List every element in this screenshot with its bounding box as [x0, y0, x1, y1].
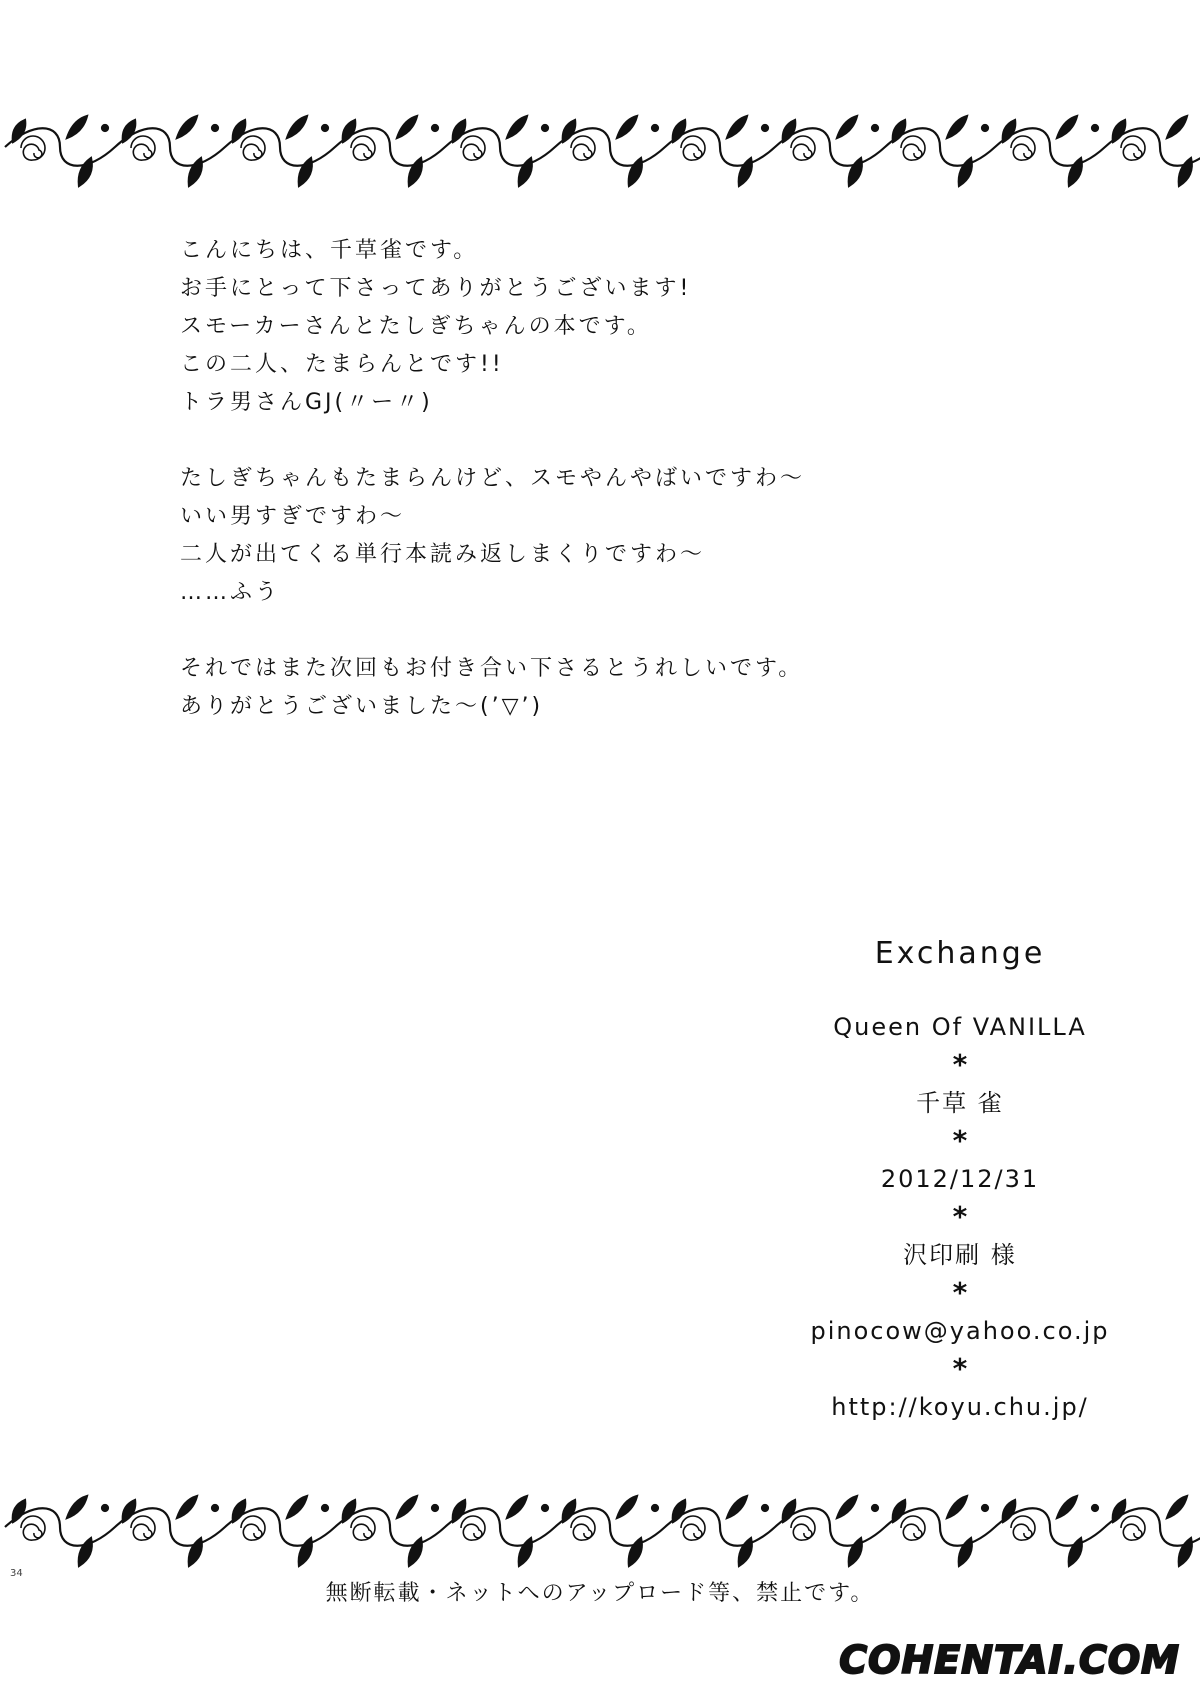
- leaf-icon: [343, 1500, 356, 1522]
- leaf-icon: [1069, 158, 1082, 186]
- leaf-icon: [837, 116, 857, 138]
- message-line: それではまた次回もお付き合い下さるとうれしいです。: [180, 656, 804, 681]
- spiral-tendril-icon: [241, 136, 265, 160]
- spiral-tendril-icon: [901, 136, 925, 160]
- spiral-tendril-icon: [901, 1516, 925, 1540]
- leaf-icon: [727, 116, 747, 138]
- leaf-icon: [299, 158, 312, 186]
- spiral-tendril-icon: [461, 136, 485, 160]
- leaf-icon: [67, 116, 87, 138]
- leaf-icon: [397, 1496, 417, 1518]
- leaf-icon: [123, 1500, 136, 1522]
- spiral-tendril-icon: [791, 1516, 815, 1540]
- spiral-tendril-icon: [351, 136, 375, 160]
- leaf-icon: [79, 1538, 92, 1566]
- leaf-icon: [453, 1500, 466, 1522]
- spiral-tendril-icon: [1011, 136, 1035, 160]
- spiral-tendril-icon: [241, 1516, 265, 1540]
- leaf-icon: [287, 116, 307, 138]
- leaf-icon: [177, 116, 197, 138]
- bud-icon: [212, 1505, 218, 1511]
- leaf-icon: [1113, 1500, 1126, 1522]
- author-name: 千草 雀: [916, 1089, 1004, 1117]
- leaf-icon: [1069, 1538, 1082, 1566]
- leaf-icon: [959, 158, 972, 186]
- spiral-tendril-icon: [131, 136, 155, 160]
- bottom-floral-border-icon: [0, 1472, 1200, 1582]
- bud-icon: [1092, 125, 1098, 131]
- message-line: スモーカーさんとたしぎちゃんの本です。: [180, 314, 652, 339]
- reproduction-notice: 無断転載・ネットへのアップロード等、禁止です。: [325, 1581, 875, 1606]
- leaf-icon: [13, 1500, 26, 1522]
- leaf-icon: [123, 120, 136, 142]
- leaf-icon: [287, 1496, 307, 1518]
- leaf-icon: [629, 158, 642, 186]
- bud-icon: [762, 1505, 768, 1511]
- leaf-icon: [189, 1538, 202, 1566]
- leaf-icon: [507, 1496, 527, 1518]
- bud-icon: [432, 1505, 438, 1511]
- asterisk-separator-icon: *: [952, 1200, 968, 1233]
- leaf-icon: [233, 120, 246, 142]
- bud-icon: [322, 125, 328, 131]
- asterisk-separator-icon: *: [952, 1124, 968, 1157]
- leaf-icon: [893, 120, 906, 142]
- spiral-tendril-icon: [1011, 1516, 1035, 1540]
- message-line: お手にとって下さってありがとうございます!: [180, 276, 692, 301]
- message-line: こんにちは、千草雀です。: [180, 238, 479, 263]
- spiral-tendril-icon: [681, 136, 705, 160]
- top-floral-border-icon: [0, 92, 1200, 202]
- bud-icon: [982, 125, 988, 131]
- leaf-icon: [189, 158, 202, 186]
- spiral-tendril-icon: [1121, 136, 1145, 160]
- leaf-icon: [343, 120, 356, 142]
- leaf-icon: [617, 116, 637, 138]
- printer-name: 沢印刷 様: [903, 1241, 1017, 1269]
- bud-icon: [542, 125, 548, 131]
- leaf-icon: [453, 120, 466, 142]
- colophon: [810, 928, 1110, 1426]
- leaf-icon: [1113, 120, 1126, 142]
- bud-icon: [652, 1505, 658, 1511]
- leaf-icon: [629, 1538, 642, 1566]
- spiral-tendril-icon: [681, 1516, 705, 1540]
- leaf-icon: [673, 120, 686, 142]
- bud-icon: [762, 125, 768, 131]
- leaf-icon: [1179, 1538, 1192, 1566]
- spiral-tendril-icon: [571, 136, 595, 160]
- site-watermark: COHENTAI.COM: [839, 1638, 1180, 1682]
- leaf-icon: [739, 158, 752, 186]
- leaf-icon: [783, 1500, 796, 1522]
- leaf-icon: [299, 1538, 312, 1566]
- leaf-icon: [617, 1496, 637, 1518]
- leaf-icon: [409, 158, 422, 186]
- leaf-icon: [519, 1538, 532, 1566]
- message-line: いい男すぎですわ〜: [180, 504, 406, 529]
- leaf-icon: [177, 1496, 197, 1518]
- leaf-icon: [1003, 120, 1016, 142]
- leaf-icon: [893, 1500, 906, 1522]
- spiral-tendril-icon: [21, 1516, 45, 1540]
- leaf-icon: [947, 116, 967, 138]
- leaf-icon: [67, 1496, 87, 1518]
- leaf-icon: [1003, 1500, 1016, 1522]
- book-title: Exchange: [874, 936, 1046, 971]
- leaf-icon: [849, 158, 862, 186]
- leaf-icon: [79, 158, 92, 186]
- bud-icon: [322, 1505, 328, 1511]
- spiral-tendril-icon: [1121, 1516, 1145, 1540]
- leaf-icon: [1167, 116, 1187, 138]
- leaf-icon: [1179, 158, 1192, 186]
- leaf-icon: [727, 1496, 747, 1518]
- leaf-icon: [563, 120, 576, 142]
- leaf-icon: [563, 1500, 576, 1522]
- message-line: ありがとうございました〜(’▽’): [180, 694, 544, 719]
- bud-icon: [542, 1505, 548, 1511]
- leaf-icon: [519, 158, 532, 186]
- leaf-icon: [1057, 116, 1077, 138]
- author-message: [180, 232, 1040, 726]
- bud-icon: [432, 125, 438, 131]
- bud-icon: [652, 125, 658, 131]
- bud-icon: [872, 125, 878, 131]
- leaf-icon: [837, 1496, 857, 1518]
- leaf-icon: [409, 1538, 422, 1566]
- paragraph-gap: [180, 612, 1040, 650]
- spiral-tendril-icon: [21, 136, 45, 160]
- message-line: たしぎちゃんもたまらんけど、スモやんやばいですわ〜: [180, 466, 806, 491]
- leaf-icon: [947, 1496, 967, 1518]
- message-line: ……ふう: [180, 580, 281, 605]
- asterisk-separator-icon: *: [952, 1352, 968, 1385]
- bud-icon: [1092, 1505, 1098, 1511]
- leaf-icon: [397, 116, 417, 138]
- leaf-icon: [739, 1538, 752, 1566]
- message-line: トラ男さんGJ(〃ー〃): [180, 390, 433, 415]
- leaf-icon: [233, 1500, 246, 1522]
- publish-date: 2012/12/31: [880, 1165, 1040, 1193]
- spiral-tendril-icon: [461, 1516, 485, 1540]
- leaf-icon: [1167, 1496, 1187, 1518]
- spiral-tendril-icon: [131, 1516, 155, 1540]
- contact-email: pinocow@yahoo.co.jp: [810, 1317, 1110, 1345]
- leaf-icon: [673, 1500, 686, 1522]
- paragraph-gap: [180, 422, 1040, 460]
- leaf-icon: [783, 120, 796, 142]
- circle-name: Queen Of VANILLA: [833, 1013, 1087, 1041]
- leaf-icon: [849, 1538, 862, 1566]
- website-url: http://koyu.chu.jp/: [831, 1393, 1089, 1421]
- asterisk-separator-icon: *: [952, 1276, 968, 1309]
- bud-icon: [982, 1505, 988, 1511]
- leaf-icon: [1057, 1496, 1077, 1518]
- page-number: 34: [10, 1568, 23, 1579]
- bud-icon: [102, 1505, 108, 1511]
- spiral-tendril-icon: [571, 1516, 595, 1540]
- message-line: 二人が出てくる単行本読み返しまくりですわ〜: [180, 542, 706, 567]
- leaf-icon: [959, 1538, 972, 1566]
- message-line: この二人、たまらんとです!!: [180, 352, 504, 377]
- bud-icon: [872, 1505, 878, 1511]
- leaf-icon: [507, 116, 527, 138]
- spiral-tendril-icon: [351, 1516, 375, 1540]
- leaf-icon: [13, 120, 26, 142]
- bud-icon: [102, 125, 108, 131]
- spiral-tendril-icon: [791, 136, 815, 160]
- bud-icon: [212, 125, 218, 131]
- asterisk-separator-icon: *: [952, 1048, 968, 1081]
